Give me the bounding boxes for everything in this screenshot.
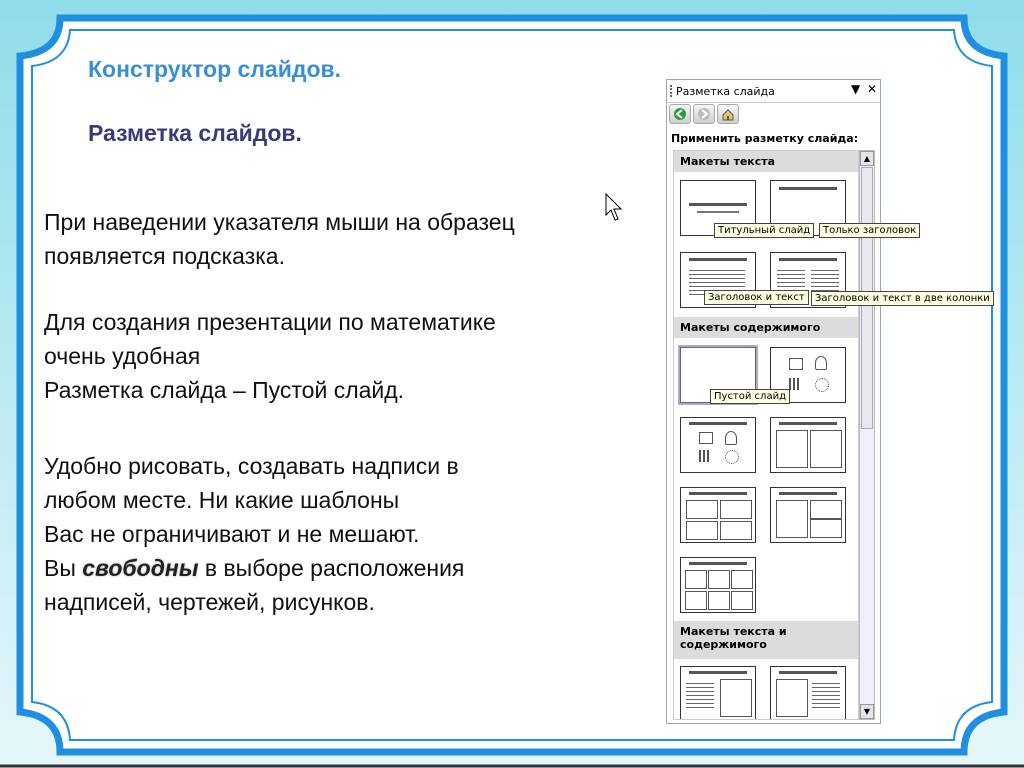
paragraph-blank [44,305,496,407]
layout-title-four-content[interactable] [680,487,756,543]
home-icon[interactable] [717,104,739,124]
title-layout: Разметка слайдов. [88,120,302,146]
back-arrow-icon[interactable] [669,104,691,124]
dropdown-icon[interactable]: ▼ [851,82,861,96]
tooltip-title-slide: Титульный слайд [714,223,814,238]
tooltip-title-two-columns: Заголовок и текст в две колонки [811,291,994,306]
tooltip-title-text: Заголовок и текст [704,290,809,305]
tooltip-title-only: Только заголовок [819,223,920,238]
task-pane-header [667,80,880,103]
task-pane-title: Разметка слайда [676,84,775,98]
word-vy: Вы [44,555,76,581]
grip-icon[interactable] [670,85,674,97]
paragraph-line: любом месте. Ни какие шаблоны [44,487,400,513]
close-icon[interactable]: ✕ [867,82,878,96]
forward-arrow-icon[interactable] [693,104,715,124]
title-constructor: Конструктор слайдов. [88,56,342,82]
apply-layout-label: Применить разметку слайда: [671,132,859,145]
paragraph-line: Удобно рисовать, создавать надписи в [44,453,459,479]
scroll-up-icon[interactable]: ▲ [860,151,874,166]
tooltip-blank: Пустой слайд [710,389,790,404]
slide-layout-task-pane [666,79,990,724]
group-text-layouts: Макеты текста [674,151,858,172]
task-pane-nav [667,103,880,125]
scroll-down-icon[interactable]: ▼ [860,704,874,719]
paragraph-line: Разметка слайда – Пустой слайд. [44,377,405,403]
mouse-cursor-icon [605,193,623,223]
paragraph-line: надписей, чертежей, рисунков. [44,589,375,615]
group-content-layouts: Макеты содержимого [674,317,858,338]
paragraph-line: появляется подсказка. [44,243,285,269]
layout-title-content[interactable] [680,417,756,473]
layout-title-six-content[interactable] [680,557,756,613]
paragraph-hint [44,205,515,273]
group-text-content-layouts: Макеты текста и содержимого [674,621,858,659]
paragraph-line: очень удобная [44,343,201,369]
paragraph-line: Для создания презентации по математике [44,309,496,335]
paragraph-line [44,551,464,585]
emphasis-free: свободны [82,555,199,581]
layout-title-text-content[interactable] [680,666,756,720]
paragraph-free [44,449,464,619]
word-rest: в выборе расположения [204,555,465,581]
paragraph-line: Вас не ограничивают и не мешают. [44,521,420,547]
layout-title-content-text[interactable] [770,666,846,720]
layout-title-two-content[interactable] [770,417,846,473]
paragraph-line: При наведении указателя мыши на образец [44,209,515,235]
layout-title-content-large[interactable] [770,487,846,543]
